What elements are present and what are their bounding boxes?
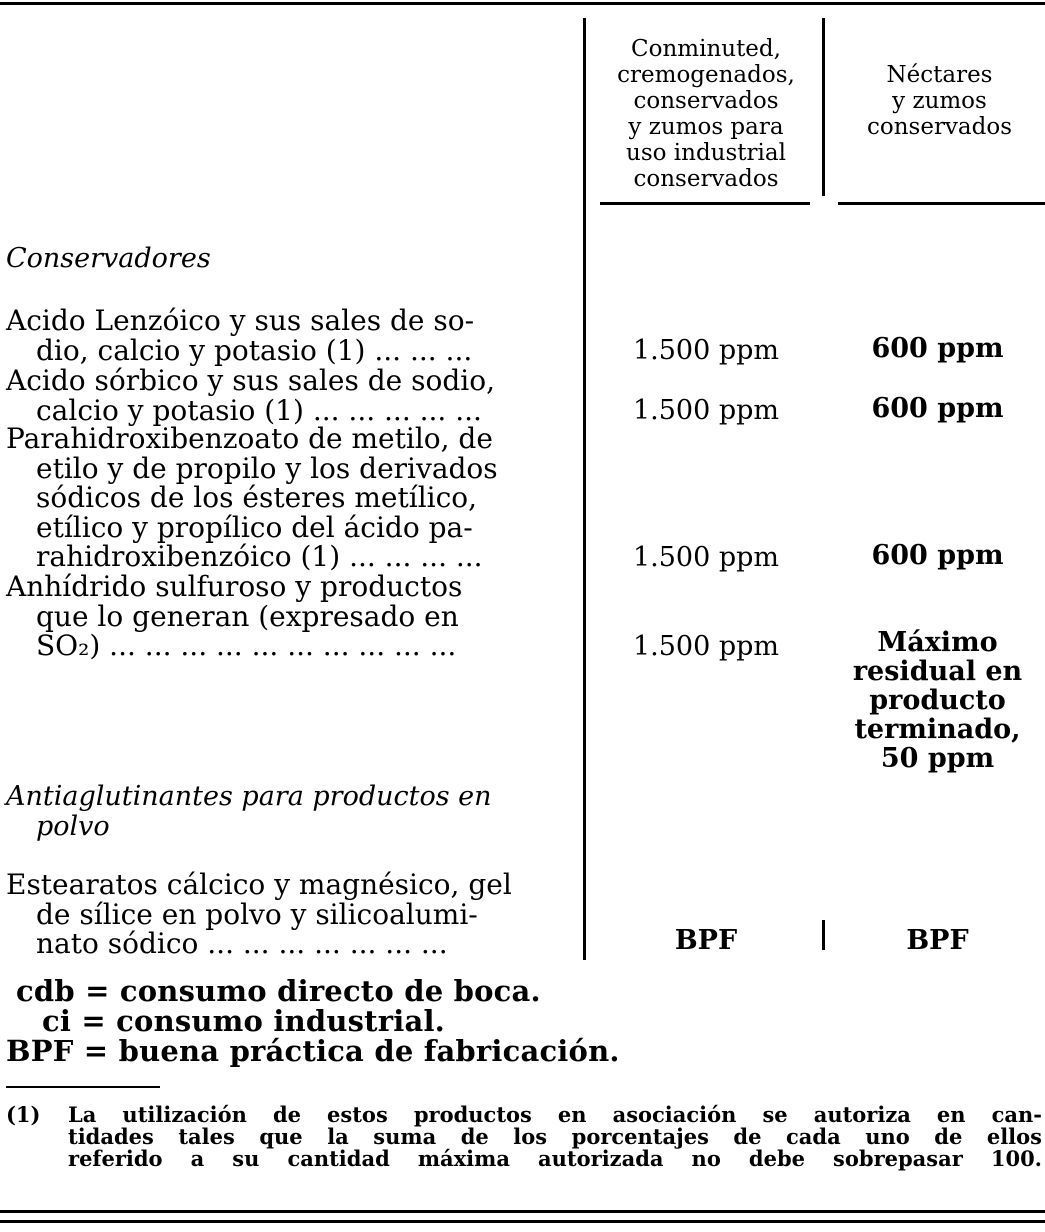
legend-ci: ci = consumo industrial. <box>42 1004 445 1038</box>
row-label-acido-benzoico <box>6 306 574 365</box>
label-line: de sílice en polvo y silicoalumi- <box>36 897 478 931</box>
section-title-text: Conservadores <box>6 243 211 274</box>
section-title-antiaglutinantes <box>6 782 581 842</box>
footnote-number: (1) <box>6 1102 41 1127</box>
header-line: conservados <box>866 114 1013 140</box>
footnote-separator <box>6 1086 160 1088</box>
top-rule <box>0 2 1045 5</box>
footnote-line: La utilización de estos productos en asociación se autoriza en can- <box>68 1102 1042 1127</box>
label-line: etilo y de propilo y los derivados <box>36 451 498 485</box>
footnote-line: referido a su cantidad máxima autorizada no debe sobrepasar 100. <box>68 1146 1042 1171</box>
header-line: conservados <box>633 88 779 114</box>
value-acido-benzoico-col2: 600 ppm <box>871 333 1004 364</box>
label-line: Parahidroxibenzoato de metilo, de <box>6 422 493 455</box>
label-line: Anhídrido sulfuroso y productos <box>6 570 463 603</box>
value-anhidrido-col1: 1.500 ppm <box>632 631 780 662</box>
label-line: dio, calcio y potasio (1) ... ... ... <box>36 333 473 367</box>
value-parahidroxibenzoato-col2: 600 ppm <box>871 540 1004 571</box>
label-line: SO₂) ... ... ... ... ... ... ... ... ... ... <box>36 629 457 662</box>
value-acido-benzoico-col1: 1.500 ppm <box>632 335 780 366</box>
column-divider-right <box>822 18 825 196</box>
label-line: sódicos de los ésteres metílico, <box>36 481 478 514</box>
label-line: etílico y propílico del ácido pa- <box>36 510 473 544</box>
row-label-parahidroxibenzoato <box>6 424 574 572</box>
label-line: calcio y potasio (1) ... ... ... ... ... <box>36 393 482 427</box>
column-header-nectares <box>834 62 1045 140</box>
value-parahidroxibenzoato-col1: 1.500 ppm <box>632 542 780 573</box>
footnote <box>6 1104 1042 1170</box>
section-title-conservadores <box>6 244 581 274</box>
column-header-conminuted <box>592 36 820 192</box>
value-line: residual en <box>852 656 1023 687</box>
value-line: 50 ppm <box>880 743 995 774</box>
value-estearatos-col1: BPF <box>674 925 738 956</box>
section-title-text: Antiaglutinantes para productos en <box>6 781 492 812</box>
column-divider-right-lower <box>822 920 825 950</box>
label-line: rahidroxibenzóico (1) ... ... ... ... <box>36 540 483 573</box>
value-line: producto <box>869 685 1006 716</box>
value-acido-sorbico-col1: 1.500 ppm <box>632 395 780 426</box>
value-estearatos-col2: BPF <box>906 925 969 956</box>
header-underline-col1 <box>600 202 810 205</box>
header-line: uso industrial <box>626 140 786 166</box>
bottom-rule-lower <box>0 1220 1045 1223</box>
label-line: nato sódico ... ... ... ... ... ... ... <box>36 927 448 960</box>
label-line: que lo generan (expresado en <box>36 599 459 633</box>
label-line: Estearatos cálcico y magnésico, gel <box>6 868 512 901</box>
row-label-anhidrido-sulfuroso <box>6 572 574 661</box>
row-label-estearatos <box>6 870 574 959</box>
legend-bpf: BPF = buena práctica de fabricación. <box>6 1034 620 1068</box>
value-line: terminado, <box>854 714 1021 745</box>
label-line: Acido Lenzóico y sus sales de so- <box>6 304 475 337</box>
footnote-line: tidades tales que la suma de los porcentajes de cada uno de ellos <box>68 1124 1042 1149</box>
row-label-acido-sorbico <box>6 366 574 425</box>
section-title-text: polvo <box>36 811 110 842</box>
header-line: conservados <box>633 166 779 192</box>
value-anhidrido-col2 <box>830 628 1045 773</box>
footnote-text <box>68 1104 1042 1170</box>
header-line: Conminuted, <box>631 36 781 62</box>
header-line: y zumos para <box>628 114 784 140</box>
value-acido-sorbico-col2: 600 ppm <box>871 393 1004 424</box>
bottom-rule-upper <box>0 1210 1045 1213</box>
header-underline-col2 <box>838 202 1045 205</box>
label-line: Acido sórbico y sus sales de sodio, <box>6 364 495 397</box>
header-line: cremogenados, <box>617 62 795 88</box>
header-line: y zumos <box>892 88 987 114</box>
value-line: Máximo <box>877 627 998 658</box>
header-line: Néctares <box>886 62 993 88</box>
column-divider-left <box>583 18 586 960</box>
legend-cdb: cdb = consumo directo de boca. <box>16 974 541 1008</box>
